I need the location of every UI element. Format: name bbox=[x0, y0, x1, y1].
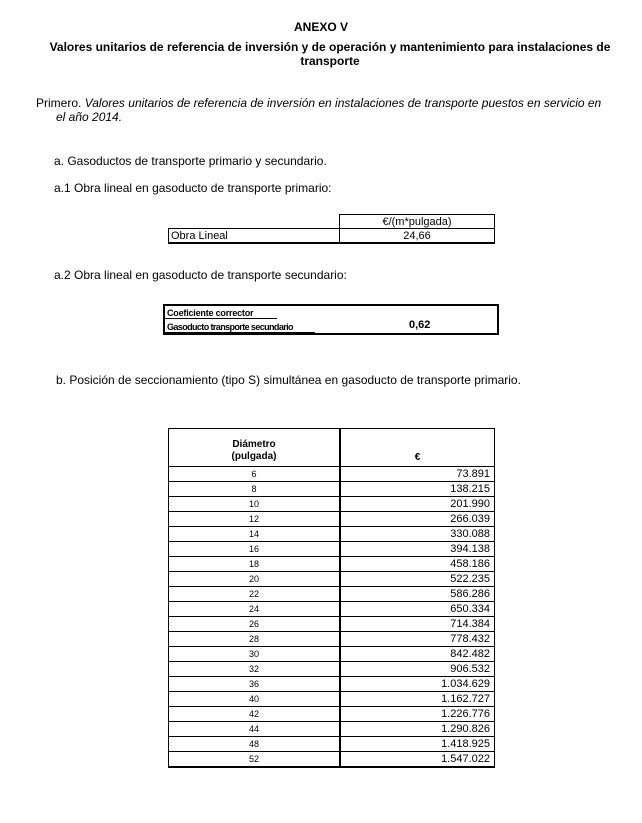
value-cell: 1.290.826 bbox=[340, 722, 495, 737]
table-row bbox=[169, 497, 495, 512]
a1-row-value: 24,66 bbox=[403, 230, 431, 242]
table-row bbox=[169, 542, 495, 557]
diameter-cell: 32 bbox=[169, 662, 341, 677]
diameter-cell: 6 bbox=[169, 467, 341, 482]
diameter-cell: 30 bbox=[169, 647, 341, 662]
table-row bbox=[169, 512, 495, 527]
value-cell: 394.138 bbox=[340, 542, 495, 557]
value-cell: 458.186 bbox=[340, 557, 495, 572]
diameter-cell: 24 bbox=[169, 602, 341, 617]
section-a2-title: a.2 Obra lineal en gasoducto de transporte secundario: bbox=[54, 268, 347, 282]
a1-table-column-header: €/(m*pulgada) bbox=[339, 214, 495, 228]
value-cell: 778.432 bbox=[340, 632, 495, 647]
diameter-cell: 40 bbox=[169, 692, 341, 707]
diameter-cell: 42 bbox=[169, 707, 341, 722]
value-cell: 650.334 bbox=[340, 602, 495, 617]
table-row bbox=[169, 527, 495, 542]
diameter-cell: 18 bbox=[169, 557, 341, 572]
diameter-cell: 26 bbox=[169, 617, 341, 632]
value-cell: 906.532 bbox=[340, 662, 495, 677]
value-cell: 1.226.776 bbox=[340, 707, 495, 722]
table-row bbox=[169, 752, 495, 768]
table-row bbox=[169, 647, 495, 662]
value-cell: 842.482 bbox=[340, 647, 495, 662]
table-row bbox=[169, 572, 495, 587]
coefficient-sublabel: Gasoducto transporte secundario bbox=[167, 322, 293, 332]
diameter-header-line1: Diámetro bbox=[232, 439, 276, 450]
value-column-header: € bbox=[340, 429, 495, 467]
diameter-cell: 36 bbox=[169, 677, 341, 692]
document-title: ANEXO V bbox=[293, 20, 348, 34]
diameter-cell: 16 bbox=[169, 542, 341, 557]
value-cell: 138.215 bbox=[340, 482, 495, 497]
diameter-cell: 28 bbox=[169, 632, 341, 647]
diameter-cell: 10 bbox=[169, 497, 341, 512]
a1-table-row bbox=[168, 228, 495, 244]
table-row bbox=[169, 692, 495, 707]
primero-text-line1: Valores unitarios de referencia de inversión en instalaciones de transporte puestos en servicio en bbox=[84, 96, 602, 110]
value-cell: 1.162.727 bbox=[340, 692, 495, 707]
diameter-cell: 44 bbox=[169, 722, 341, 737]
diameter-header-line2: (pulgada) bbox=[231, 451, 277, 462]
value-cell: 73.891 bbox=[340, 467, 495, 482]
value-cell: 201.990 bbox=[340, 497, 495, 512]
table-row bbox=[169, 677, 495, 692]
diameter-cell: 12 bbox=[169, 512, 341, 527]
section-b-title: b. Posición de seccionamiento (tipo S) simultánea en gasoducto de transporte primario. bbox=[56, 373, 521, 387]
diameter-price-table bbox=[168, 428, 495, 768]
table-row bbox=[169, 737, 495, 752]
table-row bbox=[169, 602, 495, 617]
coefficient-box bbox=[163, 304, 499, 335]
primero-label: Primero. bbox=[36, 96, 82, 110]
diameter-cell: 48 bbox=[169, 737, 341, 752]
coefficient-label: Coeficiente corrector bbox=[167, 308, 254, 318]
coefficient-value: 0,62 bbox=[409, 319, 431, 331]
section-a-title: a. Gasoductos de transporte primario y secundario. bbox=[54, 154, 327, 168]
primero-text-line2: el año 2014. bbox=[56, 110, 123, 124]
diameter-cell: 52 bbox=[169, 752, 341, 768]
value-cell: 586.286 bbox=[340, 587, 495, 602]
value-cell: 1.418.925 bbox=[340, 737, 495, 752]
table-row bbox=[169, 482, 495, 497]
diameter-cell: 22 bbox=[169, 587, 341, 602]
primero-paragraph bbox=[36, 96, 636, 124]
a1-row-label: Obra Lineal bbox=[171, 230, 228, 242]
value-cell: 266.039 bbox=[340, 512, 495, 527]
table-row bbox=[169, 707, 495, 722]
table-header-row bbox=[169, 429, 495, 467]
value-cell: 1.547.022 bbox=[340, 752, 495, 768]
table-row bbox=[169, 557, 495, 572]
document-subtitle: Valores unitarios de referencia de inversión y de operación y mantenimiento para instalaciones de transporte bbox=[49, 40, 611, 68]
table-row bbox=[169, 587, 495, 602]
value-cell: 714.384 bbox=[340, 617, 495, 632]
diameter-cell: 8 bbox=[169, 482, 341, 497]
table-row bbox=[169, 467, 495, 482]
table-row bbox=[169, 632, 495, 647]
diameter-column-header bbox=[169, 429, 341, 467]
table-row bbox=[169, 617, 495, 632]
table-body bbox=[169, 467, 495, 768]
table-row bbox=[169, 662, 495, 677]
diameter-cell: 20 bbox=[169, 572, 341, 587]
coefficient-divider bbox=[165, 318, 277, 319]
value-cell: 330.088 bbox=[340, 527, 495, 542]
value-cell: 1.034.629 bbox=[340, 677, 495, 692]
value-cell: 522.235 bbox=[340, 572, 495, 587]
section-a1-title: a.1 Obra lineal en gasoducto de transporte primario: bbox=[54, 181, 332, 195]
table-row bbox=[169, 722, 495, 737]
coefficient-divider-bottom bbox=[165, 332, 315, 333]
diameter-cell: 14 bbox=[169, 527, 341, 542]
